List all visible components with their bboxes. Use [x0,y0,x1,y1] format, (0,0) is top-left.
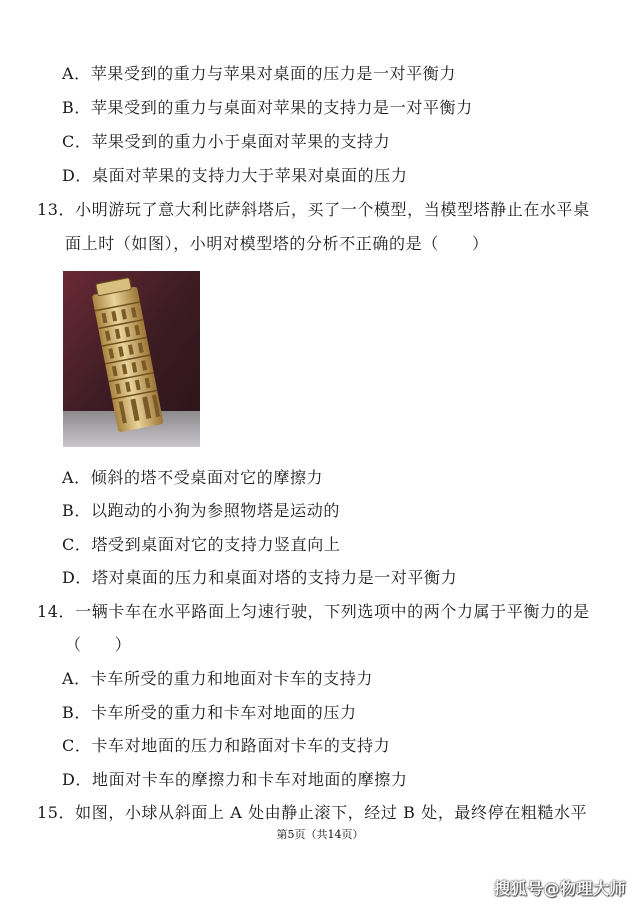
q13-stem-line2: 面上时（如图），小明对模型塔的分析不正确的是（ ） [65,234,489,253]
q12-option-d: D．桌面对苹果的支持力大于苹果对桌面的压力 [62,166,408,185]
q14-stem-line1: 14．一辆卡车在水平路面上匀速行驶，下列选项中的两个力属于平衡力的是 [37,602,590,621]
q13-stem-line1: 13．小明游玩了意大利比萨斜塔后，买了一个模型，当模型塔静止在水平桌 [37,200,590,219]
q14-stem-line2: （ ） [65,635,132,654]
page-number-footer: 第5页（共14页） [276,828,364,841]
q14-option-d: D．地面对卡车的摩擦力和卡车对地面的摩擦力 [62,770,408,789]
q15-stem-line1: 15．如图，小球从斜面上 A 处由静止滚下，经过 B 处，最终停在粗糙水平 [37,803,588,822]
leaning-tower-photo [63,271,200,447]
q14-option-c: C．卡车对地面的压力和路面对卡车的支持力 [62,736,391,755]
q14-option-a: A．卡车所受的重力和地面对卡车的支持力 [62,669,373,688]
q12-option-a: A．苹果受到的重力与苹果对桌面的压力是一对平衡力 [62,64,456,83]
watermark: 搜狐号@物理大师 [493,879,626,898]
q13-option-c: C．塔受到桌面对它的支持力竖直向上 [62,535,341,554]
q12-option-c: C．苹果受到的重力小于桌面对苹果的支持力 [62,132,391,151]
q13-option-b: B．以跑动的小狗为参照物塔是运动的 [62,501,340,520]
q12-option-b: B．苹果受到的重力与桌面对苹果的支持力是一对平衡力 [62,98,473,117]
q13-option-d: D．塔对桌面的压力和桌面对塔的支持力是一对平衡力 [62,568,458,587]
q13-option-a: A．倾斜的塔不受桌面对它的摩擦力 [62,468,324,487]
q14-option-b: B．卡车所受的重力和卡车对地面的压力 [62,703,357,722]
